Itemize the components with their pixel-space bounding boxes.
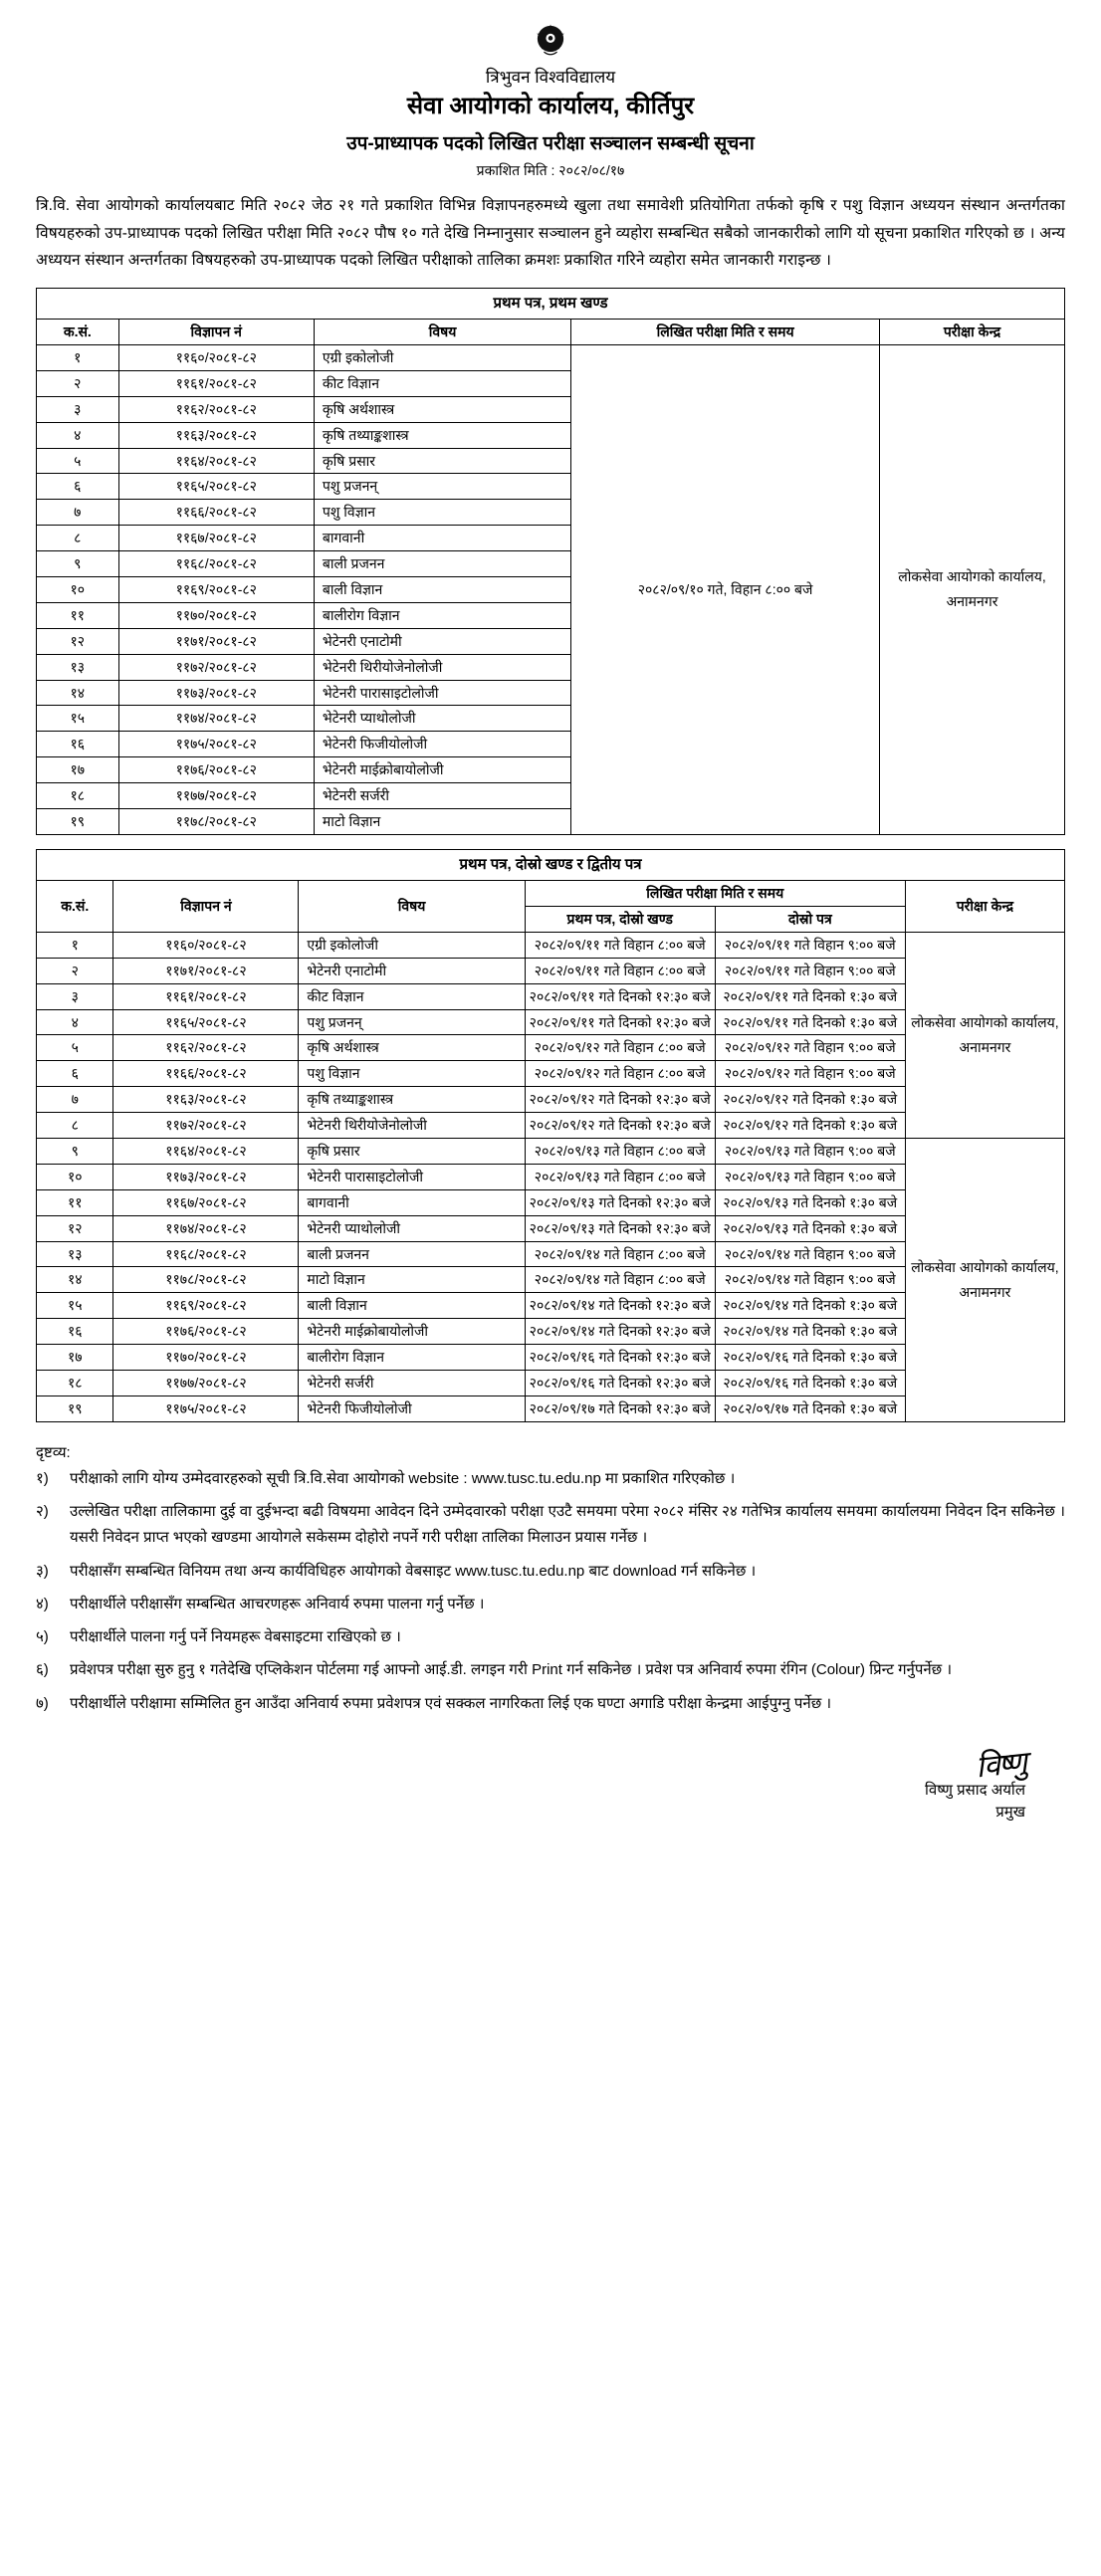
note-number: ६) <box>36 1661 49 1679</box>
cell-ad-no: ११७१/२०८१-८२ <box>118 628 314 654</box>
cell-paper1-sec2: २०८२/०९/१४ गते दिनको १२:३० बजे <box>525 1319 715 1345</box>
cell-subject: भेटेनरी फिजीयोलोजी <box>314 732 570 757</box>
note-text: परीक्षार्थीले परीक्षासँग सम्बन्धित आचरणहरू अनिवार्य रुपमा पालना गर्नु पर्नेछ । <box>70 1595 485 1612</box>
signature-scribble: विष्णु <box>974 1745 1027 1786</box>
cell-ad-no: ११७६/२०८१-८२ <box>113 1319 299 1345</box>
th2-paper2: दोस्रो पत्र <box>715 907 905 933</box>
th-ad-no: विज्ञापन नं <box>118 320 314 345</box>
table-row <box>37 1139 1065 1165</box>
note-text: परीक्षार्थीले पालना गर्नु पर्ने नियमहरू वेबसाइटमा राखिएको छ । <box>70 1628 401 1646</box>
note-number: ५) <box>36 1628 49 1646</box>
cell-ad-no: ११६५/२०८१-८२ <box>118 474 314 500</box>
cell-subject: भेटेनरी थिरीयोजेनोलोजी <box>314 654 570 680</box>
cell-paper2: २०८२/०९/१२ गते दिनको १:३० बजे <box>715 1113 905 1139</box>
cell-sn: १७ <box>37 757 119 783</box>
cell-sn: ७ <box>37 500 119 526</box>
cell-subject: कृषि प्रसार <box>299 1139 525 1165</box>
cell-sn: १२ <box>37 628 119 654</box>
cell-paper1-sec2: २०८२/०९/१३ गते विहान ८:०० बजे <box>525 1139 715 1165</box>
th2-center: परीक्षा केन्द्र <box>905 881 1064 933</box>
cell-ad-no: ११६०/२०८१-८२ <box>113 932 299 958</box>
cell-exam-center: लोकसेवा आयोगको कार्यालय, अनामनगर <box>880 344 1065 834</box>
table-row <box>37 344 1065 370</box>
cell-paper2: २०८२/०९/११ गते दिनको १:३० बजे <box>715 1009 905 1035</box>
cell-paper1-sec2: २०८२/०९/१२ गते विहान ८:०० बजे <box>525 1061 715 1087</box>
signatory-name: विष्णु प्रसाद अर्याल <box>925 1781 1025 1799</box>
cell-subject: पशु विज्ञान <box>314 500 570 526</box>
table2-caption: प्रथम पत्र, दोस्रो खण्ड र द्वितीय पत्र <box>37 849 1065 880</box>
cell-subject: बाली प्रजनन <box>314 551 570 577</box>
cell-paper2: २०८२/०९/१४ गते विहान ९:०० बजे <box>715 1267 905 1293</box>
emblem-container <box>36 18 1065 65</box>
th-subject: विषय <box>314 320 570 345</box>
cell-ad-no: ११६३/२०८१-८२ <box>118 422 314 448</box>
cell-subject: भेटेनरी माईक्रोबायोलोजी <box>314 757 570 783</box>
cell-sn: १५ <box>37 706 119 732</box>
cell-sn: १९ <box>37 808 119 834</box>
cell-sn: १४ <box>37 1267 113 1293</box>
cell-subject: भेटेनरी एनाटोमी <box>299 958 525 983</box>
cell-subject: बालीरोग विज्ञान <box>299 1345 525 1371</box>
notes-list <box>36 1466 1065 1717</box>
cell-paper2: २०८२/०९/१४ गते विहान ९:०० बजे <box>715 1241 905 1267</box>
cell-ad-no: ११७८/२०८१-८२ <box>113 1267 299 1293</box>
note-item <box>36 1499 1065 1552</box>
th2-datetime: लिखित परीक्षा मिति र समय <box>525 881 905 907</box>
cell-ad-no: ११६२/२०८१-८२ <box>113 1035 299 1061</box>
cell-paper2: २०८२/०९/१३ गते विहान ९:०० बजे <box>715 1164 905 1189</box>
exam-schedule-table-1 <box>36 288 1065 835</box>
cell-paper1-sec2: २०८२/०९/११ गते विहान ८:०० बजे <box>525 958 715 983</box>
cell-ad-no: ११६३/२०८१-८२ <box>113 1087 299 1113</box>
cell-sn: १७ <box>37 1345 113 1371</box>
cell-ad-no: ११७८/२०८१-८२ <box>118 808 314 834</box>
cell-sn: १९ <box>37 1395 113 1421</box>
cell-subject: एग्री इकोलोजी <box>314 344 570 370</box>
cell-subject: भेटेनरी माईक्रोबायोलोजी <box>299 1319 525 1345</box>
note-text: परीक्षार्थीले परीक्षामा सम्मिलित हुन आउँदा अनिवार्य रुपमा प्रवेशपत्र एवं सक्कल नागरिकता लिई एक घण्टा अगाडि परीक्षा केन्द्रमा आईपुग्नु पर्नेछ । <box>70 1694 832 1712</box>
cell-subject: कृषि प्रसार <box>314 448 570 474</box>
note-number: २) <box>36 1503 49 1521</box>
cell-ad-no: ११६९/२०८१-८२ <box>113 1293 299 1319</box>
cell-subject: पशु प्रजनन् <box>314 474 570 500</box>
cell-ad-no: ११६१/२०८१-८२ <box>118 370 314 396</box>
cell-paper2: २०८२/०९/११ गते विहान ९:०० बजे <box>715 932 905 958</box>
cell-subject: भेटेनरी पारासाइटोलोजी <box>314 680 570 706</box>
cell-ad-no: ११७७/२०८१-८२ <box>113 1371 299 1396</box>
th2-sn: क.सं. <box>37 881 113 933</box>
th-sn: क.सं. <box>37 320 119 345</box>
cell-subject: बाली प्रजनन <box>299 1241 525 1267</box>
note-item <box>36 1624 1065 1650</box>
note-item <box>36 1592 1065 1617</box>
cell-ad-no: ११६०/२०८१-८२ <box>118 344 314 370</box>
cell-subject: कृषि तथ्याङ्कशास्त्र <box>299 1087 525 1113</box>
cell-subject: कृषि अर्थशास्त्र <box>299 1035 525 1061</box>
cell-ad-no: ११७२/२०८१-८२ <box>118 654 314 680</box>
note-text: परीक्षाको लागि योग्य उम्मेदवारहरुको सूची त्रि.वि.सेवा आयोगको website : www.tusc.tu.edu.np मा प्रकाशित गरिएकोछ । <box>70 1469 736 1487</box>
cell-paper1-sec2: २०८२/०९/१२ गते दिनको १२:३० बजे <box>525 1087 715 1113</box>
cell-subject: कृषि तथ्याङ्कशास्त्र <box>314 422 570 448</box>
cell-sn: १ <box>37 344 119 370</box>
cell-sn: १५ <box>37 1293 113 1319</box>
cell-subject: बागवानी <box>299 1189 525 1215</box>
cell-paper2: २०८२/०९/१४ गते दिनको १:३० बजे <box>715 1293 905 1319</box>
note-item <box>36 1657 1065 1683</box>
cell-paper2: २०८२/०९/१३ गते विहान ९:०० बजे <box>715 1139 905 1165</box>
signature-block <box>36 1743 1065 1823</box>
exam-schedule-table-2 <box>36 849 1065 1422</box>
cell-sn: ६ <box>37 1061 113 1087</box>
cell-paper2: २०८२/०९/१२ गते विहान ९:०० बजे <box>715 1035 905 1061</box>
cell-sn: १३ <box>37 1241 113 1267</box>
cell-subject: भेटेनरी प्याथोलोजी <box>314 706 570 732</box>
cell-ad-no: ११६७/२०८१-८२ <box>113 1189 299 1215</box>
cell-subject: बालीरोग विज्ञान <box>314 602 570 628</box>
cell-ad-no: ११७७/२०८१-८२ <box>118 783 314 809</box>
cell-subject: बागवानी <box>314 526 570 551</box>
note-number: ३) <box>36 1562 49 1580</box>
th-center: परीक्षा केन्द्र <box>880 320 1065 345</box>
table-row <box>37 932 1065 958</box>
note-item <box>36 1559 1065 1585</box>
cell-paper1-sec2: २०८२/०९/१३ गते विहान ८:०० बजे <box>525 1164 715 1189</box>
cell-sn: १ <box>37 932 113 958</box>
th2-ad-no: विज्ञापन नं <box>113 881 299 933</box>
cell-ad-no: ११६६/२०८१-८२ <box>113 1061 299 1087</box>
cell-subject: भेटेनरी एनाटोमी <box>314 628 570 654</box>
cell-sn: ८ <box>37 526 119 551</box>
notice-title: उप-प्राध्यापक पदको लिखित परीक्षा सञ्चालन सम्बन्धी सूचना <box>346 133 755 155</box>
cell-sn: ५ <box>37 1035 113 1061</box>
cell-sn: १० <box>37 576 119 602</box>
cell-sn: ४ <box>37 1009 113 1035</box>
cell-ad-no: ११६८/२०८१-८२ <box>118 551 314 577</box>
cell-sn: १२ <box>37 1215 113 1241</box>
th2-paper1-sec2: प्रथम पत्र, दोस्रो खण्ड <box>525 907 715 933</box>
table1-header-row <box>37 320 1065 345</box>
cell-ad-no: ११७४/२०८१-८२ <box>113 1215 299 1241</box>
cell-sn: १८ <box>37 1371 113 1396</box>
cell-paper1-sec2: २०८२/०९/१३ गते दिनको १२:३० बजे <box>525 1215 715 1241</box>
cell-exam-datetime: २०८२/०९/१० गते, विहान ८:०० बजे <box>571 344 880 834</box>
cell-sn: १६ <box>37 732 119 757</box>
cell-ad-no: ११६५/२०८१-८२ <box>113 1009 299 1035</box>
cell-sn: १८ <box>37 783 119 809</box>
cell-paper1-sec2: २०८२/०९/१७ गते दिनको १२:३० बजे <box>525 1395 715 1421</box>
table1-caption: प्रथम पत्र, प्रथम खण्ड <box>37 288 1065 319</box>
cell-paper1-sec2: २०८२/०९/११ गते विहान ८:०० बजे <box>525 932 715 958</box>
cell-paper2: २०८२/०९/१६ गते दिनको १:३० बजे <box>715 1345 905 1371</box>
note-item <box>36 1691 1065 1717</box>
cell-ad-no: ११६४/२०८१-८२ <box>118 448 314 474</box>
cell-paper1-sec2: २०८२/०९/१२ गते दिनको १२:३० बजे <box>525 1113 715 1139</box>
table1-container <box>36 288 1065 835</box>
cell-exam-center: लोकसेवा आयोगको कार्यालय, अनामनगर <box>905 932 1064 1138</box>
university-name: त्रिभुवन विश्वविद्यालय <box>485 68 616 87</box>
cell-subject: भेटेनरी सर्जरी <box>299 1371 525 1396</box>
cell-ad-no: ११६६/२०८१-८२ <box>118 500 314 526</box>
cell-subject: कृषि अर्थशास्त्र <box>314 396 570 422</box>
cell-paper2: २०८२/०९/११ गते दिनको १:३० बजे <box>715 983 905 1009</box>
cell-paper2: २०८२/०९/१७ गते दिनको १:३० बजे <box>715 1395 905 1421</box>
cell-ad-no: ११७४/२०८१-८२ <box>118 706 314 732</box>
cell-subject: बाली विज्ञान <box>314 576 570 602</box>
cell-sn: ३ <box>37 396 119 422</box>
cell-ad-no: ११७०/२०८१-८२ <box>113 1345 299 1371</box>
cell-sn: १३ <box>37 654 119 680</box>
cell-paper1-sec2: २०८२/०९/११ गते दिनको १२:३० बजे <box>525 983 715 1009</box>
table1-caption-row <box>37 288 1065 319</box>
cell-sn: ९ <box>37 1139 113 1165</box>
cell-subject: कीट विज्ञान <box>299 983 525 1009</box>
cell-subject: पशु विज्ञान <box>299 1061 525 1087</box>
cell-sn: ९ <box>37 551 119 577</box>
notes-title: दृष्टव्य: <box>36 1443 71 1461</box>
cell-subject: भेटेनरी फिजीयोलोजी <box>299 1395 525 1421</box>
cell-paper2: २०८२/०९/१३ गते दिनको १:३० बजे <box>715 1215 905 1241</box>
th2-subject: विषय <box>299 881 525 933</box>
cell-paper1-sec2: २०८२/०९/१४ गते विहान ८:०० बजे <box>525 1267 715 1293</box>
note-number: ७) <box>36 1694 49 1712</box>
tu-emblem-icon <box>530 18 571 65</box>
cell-paper1-sec2: २०८२/०९/१४ गते विहान ८:०० बजे <box>525 1241 715 1267</box>
office-name: सेवा आयोगको कार्यालय, कीर्तिपुर <box>406 93 695 120</box>
cell-sn: २ <box>37 370 119 396</box>
cell-subject: माटो विज्ञान <box>314 808 570 834</box>
published-date: प्रकाशित मिति : २०८२/०८/१७ <box>476 162 625 179</box>
note-number: ४) <box>36 1595 49 1612</box>
cell-paper2: २०८२/०९/१२ गते विहान ९:०० बजे <box>715 1061 905 1087</box>
cell-sn: १६ <box>37 1319 113 1345</box>
cell-sn: ३ <box>37 983 113 1009</box>
signatory-post: प्रमुख <box>995 1804 1025 1822</box>
cell-subject: भेटेनरी थिरीयोजेनोलोजी <box>299 1113 525 1139</box>
cell-paper1-sec2: २०८२/०९/१३ गते दिनको १२:३० बजे <box>525 1189 715 1215</box>
cell-ad-no: ११७६/२०८१-८२ <box>118 757 314 783</box>
table2-container <box>36 849 1065 1422</box>
note-text: परीक्षासँग सम्बन्धित विनियम तथा अन्य कार्यविधिहरु आयोगको वेबसाइट www.tusc.tu.edu.np बाट download गर्न सकिनेछ । <box>70 1562 757 1580</box>
cell-sn: ११ <box>37 1189 113 1215</box>
cell-sn: ४ <box>37 422 119 448</box>
cell-paper2: २०८२/०९/१२ गते दिनको १:३० बजे <box>715 1087 905 1113</box>
cell-paper1-sec2: २०८२/०९/१६ गते दिनको १२:३० बजे <box>525 1345 715 1371</box>
cell-paper1-sec2: २०८२/०९/१४ गते दिनको १२:३० बजे <box>525 1293 715 1319</box>
note-item <box>36 1466 1065 1492</box>
note-number: १) <box>36 1469 49 1487</box>
cell-ad-no: ११७२/२०८१-८२ <box>113 1113 299 1139</box>
cell-paper1-sec2: २०८२/०९/१६ गते दिनको १२:३० बजे <box>525 1371 715 1396</box>
cell-ad-no: ११७३/२०८१-८२ <box>118 680 314 706</box>
cell-subject: बाली विज्ञान <box>299 1293 525 1319</box>
cell-sn: १४ <box>37 680 119 706</box>
cell-sn: ८ <box>37 1113 113 1139</box>
cell-paper2: २०८२/०९/१४ गते दिनको १:३० बजे <box>715 1319 905 1345</box>
cell-subject: भेटेनरी पारासाइटोलोजी <box>299 1164 525 1189</box>
cell-ad-no: ११७१/२०८१-८२ <box>113 958 299 983</box>
cell-ad-no: ११६९/२०८१-८२ <box>118 576 314 602</box>
cell-ad-no: ११७०/२०८१-८२ <box>118 602 314 628</box>
cell-ad-no: ११७५/२०८१-८२ <box>118 732 314 757</box>
cell-subject: माटो विज्ञान <box>299 1267 525 1293</box>
note-text: प्रवेशपत्र परीक्षा सुरु हुनु १ गतेदेखि एप्लिकेशन पोर्टलमा गई आफ्नो आई.डी. लगइन गरी Print गर्न सकिनेछ । प्रवेश पत्र अनिवार्य रुपमा रंगिन (Colour) प्रिन्ट गर्नुपर्नेछ । <box>70 1661 953 1679</box>
cell-ad-no: ११६२/२०८१-८२ <box>118 396 314 422</box>
cell-sn: ५ <box>37 448 119 474</box>
table2-header-row-1 <box>37 881 1065 907</box>
th-datetime: लिखित परीक्षा मिति र समय <box>571 320 880 345</box>
cell-sn: ७ <box>37 1087 113 1113</box>
cell-ad-no: ११६७/२०८१-८२ <box>118 526 314 551</box>
cell-subject: पशु प्रजनन् <box>299 1009 525 1035</box>
cell-ad-no: ११७३/२०८१-८२ <box>113 1164 299 1189</box>
note-text: उल्लेखित परीक्षा तालिकामा दुई वा दुईभन्दा बढी विषयमा आवेदन दिने उम्मेदवारको परीक्षा एउटै समयमा परेमा २०८२ मंसिर २४ गतेभित्र कार्यालय समयमा कार्यालयमा निवेदन दिन सकिनेछ । यसरी निवेदन प्राप्त भएको खण्डमा आयोगले सकेसम्म दोहोरो नपर्ने गरी परीक्षा तालिका मिलाउन प्रयास गर्नेछ । <box>70 1503 1065 1547</box>
cell-exam-center: लोकसेवा आयोगको कार्यालय, अनामनगर <box>905 1139 1064 1422</box>
cell-subject: कीट विज्ञान <box>314 370 570 396</box>
intro-paragraph: त्रि.वि. सेवा आयोगको कार्यालयबाट मिति २०८२ जेठ २१ गते प्रकाशित विभिन्न विज्ञापनहरुमध्ये खुला तथा समावेशी प्रतियोगिता तर्फको कृषि र पशु विज्ञान अध्ययन संस्थान अन्तर्गतका विषयहरुको उप-प्राध्यापक पदको लिखित परीक्षा मिति २०८२ पौष १० गते देखि निम्नानुसार सञ्चालन हुने व्यहोरा सम्बन्धित सबैको जानकारीको लागि यो सूचना प्रकाशित गरिएको छ । अन्य अध्ययन संस्थान अन्तर्गतका विषयहरुको उप-प्राध्यापक पदको लिखित परीक्षाको तालिका क्रमशः प्रकाशित गरिने व्यहोरा समेत जानकारी गराइन्छ । <box>36 197 1065 269</box>
cell-sn: १० <box>37 1164 113 1189</box>
cell-subject: भेटेनरी प्याथोलोजी <box>299 1215 525 1241</box>
cell-subject: भेटेनरी सर्जरी <box>314 783 570 809</box>
cell-paper1-sec2: २०८२/०९/१२ गते विहान ८:०० बजे <box>525 1035 715 1061</box>
cell-paper2: २०८२/०९/१३ गते दिनको १:३० बजे <box>715 1189 905 1215</box>
cell-ad-no: ११६४/२०८१-८२ <box>113 1139 299 1165</box>
cell-paper2: २०८२/०९/१६ गते दिनको १:३० बजे <box>715 1371 905 1396</box>
cell-ad-no: ११६८/२०८१-८२ <box>113 1241 299 1267</box>
cell-ad-no: ११७५/२०८१-८२ <box>113 1395 299 1421</box>
cell-paper1-sec2: २०८२/०९/११ गते दिनको १२:३० बजे <box>525 1009 715 1035</box>
cell-sn: ११ <box>37 602 119 628</box>
cell-subject: एग्री इकोलोजी <box>299 932 525 958</box>
cell-sn: २ <box>37 958 113 983</box>
cell-ad-no: ११६१/२०८१-८२ <box>113 983 299 1009</box>
table2-caption-row <box>37 849 1065 880</box>
cell-paper2: २०८२/०९/११ गते विहान ९:०० बजे <box>715 958 905 983</box>
cell-sn: ६ <box>37 474 119 500</box>
